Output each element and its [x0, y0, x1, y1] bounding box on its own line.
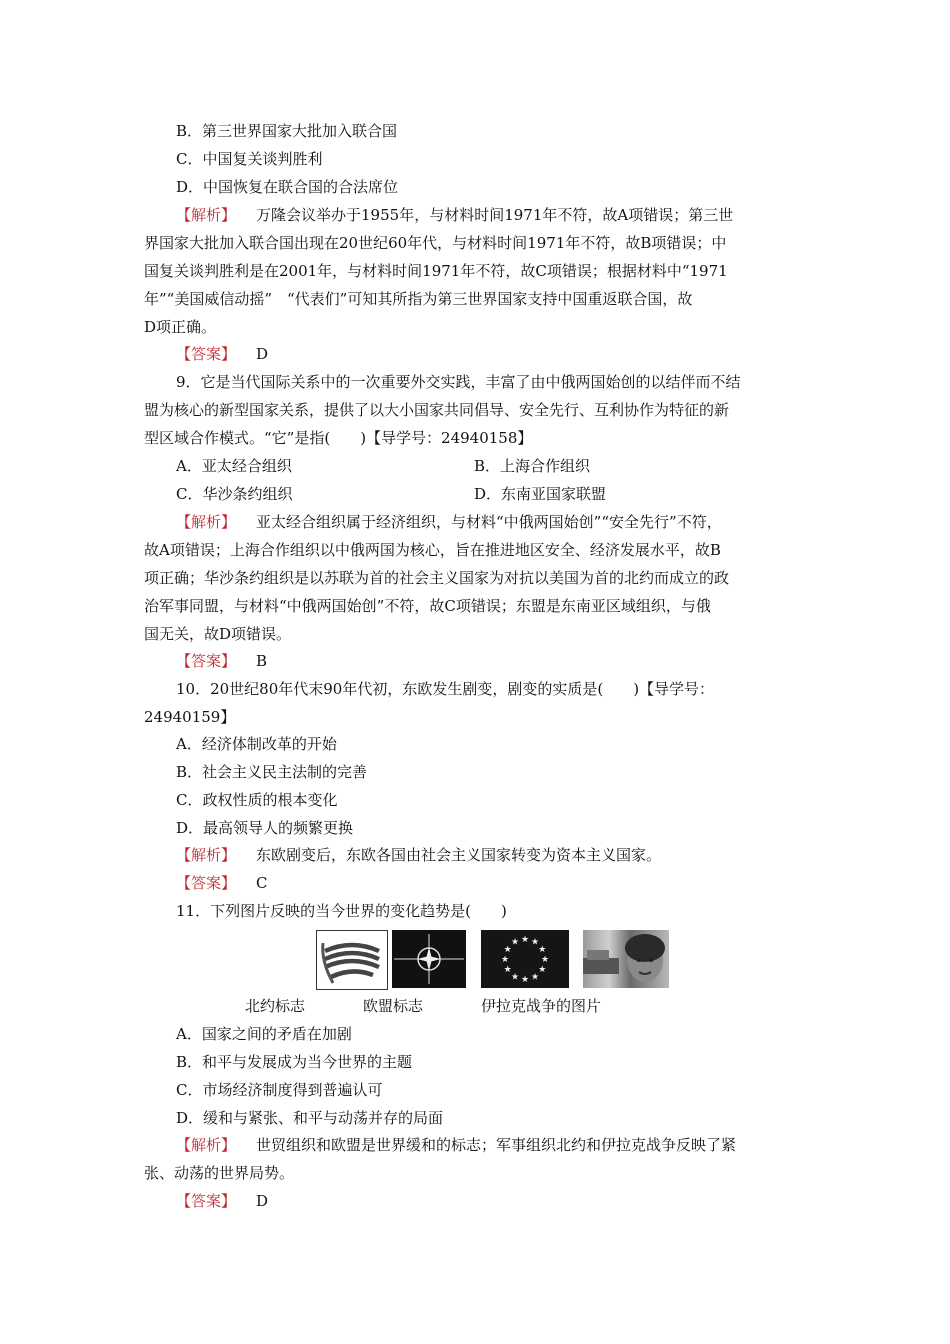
q11-answer — [176, 1191, 268, 1211]
eu-star: ★ — [538, 965, 547, 975]
q10-stem-line-1: 10．20世纪80年代末90年代初，东欧发生剧变，剧变的实质是( )【导学号： — [176, 680, 715, 698]
q10-analysis-text: 东欧剧变后，东欧各国由社会主义国家转变为资本主义国家。 — [256, 846, 662, 864]
q9-stem-line-3: 型区域合作模式。“它”是指( )【导学号：24940158】 — [144, 429, 533, 447]
q9-analysis-text: 亚太经合组织属于经济组织，与材料“中俄两国始创”“安全先行”不符， — [256, 513, 722, 531]
q11-answer-tag: 【答案】 — [176, 1192, 237, 1210]
q9-option-a: A．亚太经合组织 — [176, 457, 292, 475]
eu-star: ★ — [540, 955, 550, 965]
eu-star: ★ — [510, 937, 520, 948]
q8-analysis-line-2: 界国家大批加入联合国出现在20世纪60年代，与材料时间1971年不符，故B项错误；中 — [144, 234, 727, 252]
q11-option-a: A．国家之间的矛盾在加剧 — [176, 1025, 352, 1043]
q8-analysis-line-4: 年”“美国威信动摇” “代表们”可知其所指为第三世界国家支持中国重返联合国，故 — [144, 290, 693, 308]
q8-answer-tag: 【答案】 — [176, 345, 237, 363]
eu-star: ★ — [503, 965, 512, 975]
eu-star: ★ — [510, 972, 520, 983]
q8-analysis-text: 万隆会议举办于1955年，与材料时间1971年不符，故A项错误；第三世 — [256, 206, 734, 224]
caption-nato: 北约标志 — [245, 997, 306, 1015]
eu-star: ★ — [520, 975, 530, 985]
q8-analysis-line-3: 国复关谈判胜利是在2001年，与材料时间1971年不符，故C项错误；根据材料中“1971 — [144, 262, 728, 280]
q8-analysis-line-1 — [176, 205, 733, 225]
q10-answer — [176, 873, 268, 893]
q8-answer-value: D — [256, 345, 269, 363]
eu-star: ★ — [500, 955, 510, 965]
q9-stem-line-2: 盟为核心的新型国家关系，提供了以大小国家共同倡导、安全先行、互利协作为特征的新 — [144, 401, 730, 419]
q10-analysis-tag: 【解析】 — [176, 846, 237, 864]
q11-analysis-text: 世贸组织和欧盟是世界缓和的标志；军事组织北约和伊拉克战争反映了紧 — [256, 1136, 737, 1154]
q9-analysis-tag: 【解析】 — [176, 513, 237, 531]
q10-option-c: C．政权性质的根本变化 — [176, 791, 338, 809]
q9-answer-value: B — [256, 652, 268, 670]
q10-analysis — [176, 845, 661, 865]
q9-answer-tag: 【答案】 — [176, 652, 237, 670]
q9-analysis-line-1 — [176, 512, 722, 532]
eu-star: ★ — [538, 945, 547, 955]
war-photo — [583, 930, 669, 988]
q8-option-d: D．中国恢复在联合国的合法席位 — [176, 178, 399, 196]
q9-option-b: B．上海合作组织 — [474, 457, 591, 475]
nato-logo-icon — [392, 930, 466, 988]
q9-answer — [176, 651, 267, 671]
eu-star: ★ — [503, 945, 512, 955]
eu-flag-icon — [481, 930, 569, 988]
q9-analysis-line-2: 故A项错误；上海合作组织以中俄两国为核心，旨在推进地区安全、经济发展水平，故B — [144, 541, 721, 559]
q9-stem-line-1: 9．它是当代国际关系中的一次重要外交实践，丰富了由中俄两国始创的以结伴而不结 — [176, 373, 741, 391]
q11-answer-value: D — [256, 1192, 269, 1210]
q11-option-d: D．缓和与紧张、和平与动荡并存的局面 — [176, 1109, 444, 1127]
q9-option-d: D．东南亚国家联盟 — [474, 485, 607, 503]
q9-analysis-line-5: 国无关，故D项错误。 — [144, 625, 292, 643]
q8-option-b: B．第三世界国家大批加入联合国 — [176, 122, 398, 140]
q11-analysis-line-1 — [176, 1135, 736, 1155]
q10-answer-tag: 【答案】 — [176, 874, 237, 892]
caption-iraq-war: 伊拉克战争的图片 — [481, 997, 602, 1015]
q8-analysis-tag: 【解析】 — [176, 206, 237, 224]
q8-option-c: C．中国复关谈判胜利 — [176, 150, 323, 168]
q11-option-c: C．市场经济制度得到普遍认可 — [176, 1081, 383, 1099]
wto-logo-icon — [316, 930, 388, 990]
q9-analysis-line-4: 治军事同盟，与材料“中俄两国始创”不符，故C项错误；东盟是东南亚区域组织，与俄 — [144, 597, 711, 615]
q10-answer-value: C — [256, 874, 268, 892]
q9-option-c: C．华沙条约组织 — [176, 485, 293, 503]
q11-analysis-line-2: 张、动荡的世界局势。 — [144, 1164, 295, 1182]
q10-option-a: A．经济体制改革的开始 — [176, 735, 337, 753]
q9-analysis-line-3: 项正确；华沙条约组织是以苏联为首的社会主义国家为对抗以美国为首的北约而成立的政 — [144, 569, 730, 587]
caption-eu: 欧盟标志 — [363, 997, 424, 1015]
q11-option-b: B．和平与发展成为当今世界的主题 — [176, 1053, 413, 1071]
q10-option-b: B．社会主义民主法制的完善 — [176, 763, 368, 781]
q11-analysis-tag: 【解析】 — [176, 1136, 237, 1154]
q8-analysis-line-5: D项正确。 — [144, 318, 217, 336]
q10-option-d: D．最高领导人的频繁更换 — [176, 819, 354, 837]
eu-star: ★ — [530, 972, 540, 983]
q10-stem-line-2: 24940159】 — [144, 708, 236, 726]
eu-star: ★ — [520, 935, 530, 945]
q11-stem: 11．下列图片反映的当今世界的变化趋势是( ) — [176, 902, 507, 920]
q8-answer — [176, 344, 268, 364]
eu-star: ★ — [530, 937, 540, 948]
